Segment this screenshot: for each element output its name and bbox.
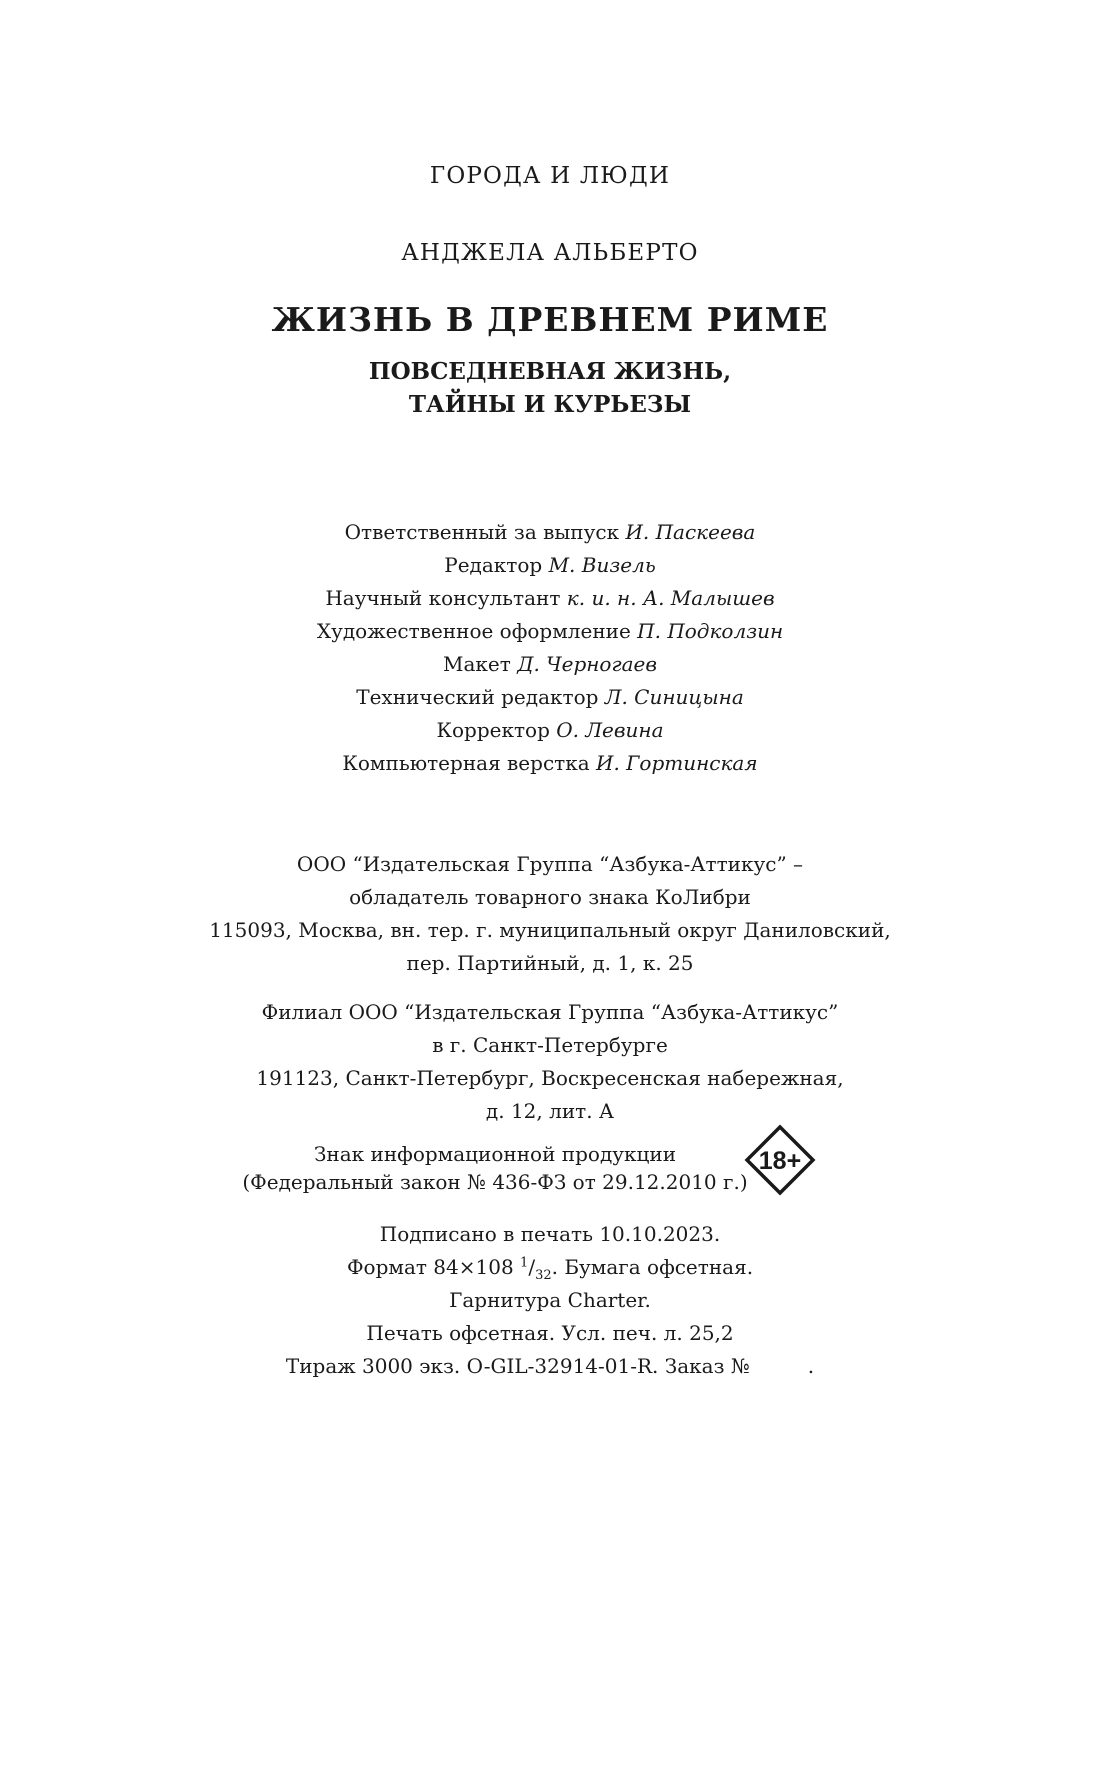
branch-address-line: 191123, Санкт-Петербург, Воскресенская набережная, (256, 1066, 844, 1090)
branch-line: Филиал ООО “Издательская Группа “Азбука-Аттикус” (261, 1000, 839, 1024)
credit-line (0, 685, 1100, 709)
rating-label: Знак информационной продукции (313, 1142, 677, 1166)
credit-line (0, 586, 1100, 610)
credit-line (0, 520, 1100, 544)
run-suffix: . (807, 1354, 815, 1378)
run-prefix: Тираж 3000 экз. O-GIL-32914-01-R. Заказ № (285, 1354, 750, 1378)
book-subtitle-line-1: ПОВСЕДНЕВНАЯ ЖИЗНЬ, (368, 358, 732, 385)
credit-line (0, 652, 1100, 676)
credit-role: Ответственный за выпуск (344, 520, 620, 544)
credit-role: Компьютерная верстка (342, 751, 590, 775)
credit-name: И. Гортинская (596, 751, 758, 775)
typeface-line: Гарнитура Charter. (449, 1288, 651, 1312)
credit-line (0, 751, 1100, 775)
credit-name: Д. Черногаев (517, 652, 657, 676)
age-rating-text: 18+ (758, 1147, 802, 1175)
age-rating-diamond-icon (744, 1124, 816, 1196)
credit-line (0, 553, 1100, 577)
credit-role: Художественное оформление (316, 619, 631, 643)
author-name: АНДЖЕЛА АЛЬБЕРТО (401, 240, 699, 266)
format-prefix: Формат 84×108 (346, 1255, 521, 1279)
credit-role: Редактор (444, 553, 543, 577)
publisher-line: ООО “Издательская Группа “Азбука-Аттикус” – (296, 852, 804, 876)
credit-role: Технический редактор (356, 685, 599, 709)
credit-role: Научный консультант (325, 586, 561, 610)
publisher-address-line: 115093, Москва, вн. тер. г. муниципальный округ Даниловский, (209, 918, 891, 942)
format-denominator: 32 (535, 1268, 552, 1283)
publisher-address-line: пер. Партийный, д. 1, к. 25 (406, 951, 694, 975)
age-rating-badge (744, 1124, 816, 1196)
rating-law: (Федеральный закон № 436-ФЗ от 29.12.2010 г.) (242, 1170, 748, 1194)
branch-address-line: д. 12, лит. А (485, 1099, 615, 1123)
printing-line: Печать офсетная. Усл. печ. л. 25,2 (366, 1321, 734, 1345)
credit-role: Макет (443, 652, 511, 676)
book-subtitle-line-2: ТАЙНЫ И КУРЬЕЗЫ (408, 391, 692, 418)
credit-name: М. Визель (548, 553, 656, 577)
branch-line: в г. Санкт-Петербурге (432, 1033, 668, 1057)
credit-line (0, 619, 1100, 643)
series-name: ГОРОДА И ЛЮДИ (429, 163, 671, 189)
format-line: Формат 84×108 $^1/_{32}$. Бумага офсетная. (346, 1255, 754, 1283)
run-line (0, 1354, 1100, 1378)
credit-name: Л. Синицына (604, 685, 744, 709)
credit-name: О. Левина (556, 718, 664, 742)
format-numerator: 1 (520, 1255, 529, 1271)
credit-name: П. Подколзин (637, 619, 784, 643)
format-suffix: . Бумага офсетная. (551, 1255, 754, 1279)
credit-name: к. и. н. А. Малышев (566, 586, 775, 610)
book-title: ЖИЗНЬ В ДРЕВНЕМ РИМЕ (271, 300, 829, 339)
signed-date: Подписано в печать 10.10.2023. (379, 1222, 721, 1246)
credit-line (0, 718, 1100, 742)
credit-role: Корректор (436, 718, 550, 742)
credit-name: И. Паскеева (625, 520, 756, 544)
publisher-line: обладатель товарного знака КоЛибри (349, 885, 751, 909)
